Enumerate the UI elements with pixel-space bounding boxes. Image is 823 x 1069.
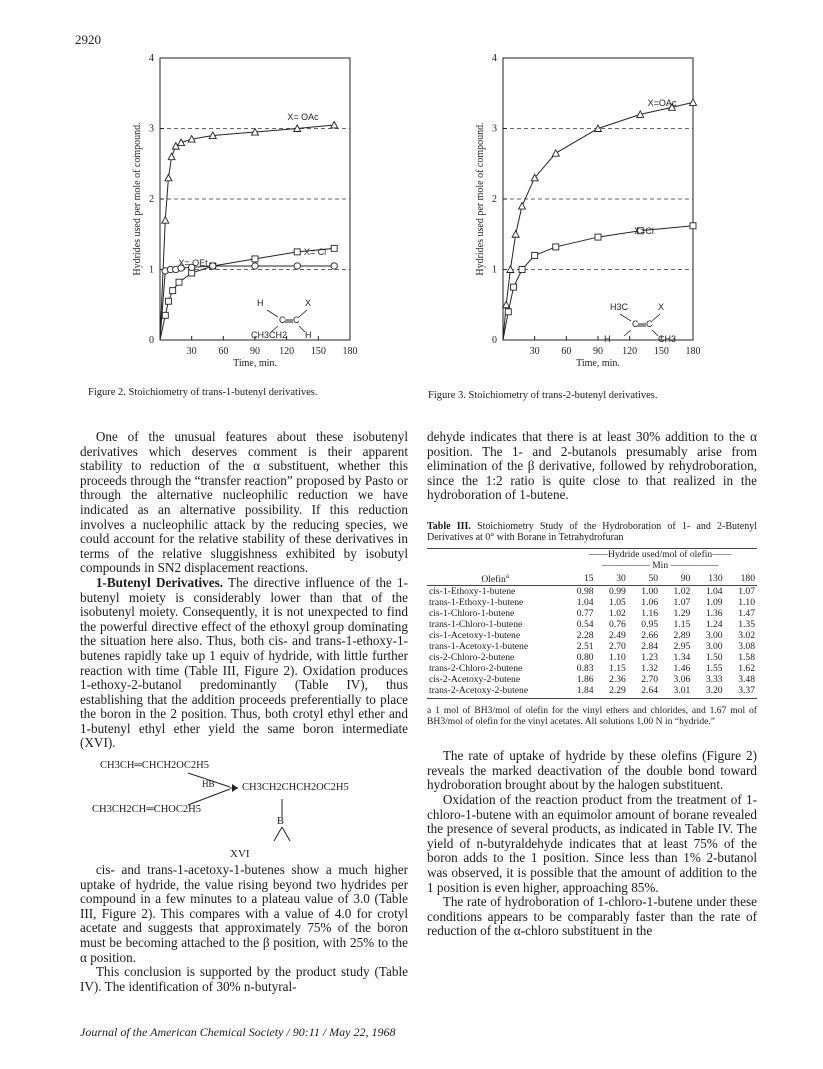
structure-atom: H xyxy=(257,298,264,308)
table-cell-value: 0.83 xyxy=(576,663,594,675)
structure-atom: C xyxy=(279,315,286,325)
series-line xyxy=(503,102,693,340)
table-cell-value: 3.48 xyxy=(738,674,755,686)
journal-footer: Journal of the American Chemical Society / 90:11 / May 22, 1968 xyxy=(80,1025,396,1039)
table-cell-value: 2.84 xyxy=(641,641,659,653)
y-tick-label: 0 xyxy=(492,335,497,346)
structure-bond xyxy=(620,314,631,321)
table-cell-value: 1.02 xyxy=(673,586,691,598)
table-cell-value: 1.07 xyxy=(738,586,755,598)
table-cell-value: 1.15 xyxy=(673,619,691,631)
table-cell-value: 0.76 xyxy=(609,619,626,631)
data-point xyxy=(503,301,510,308)
table-cell-value: 3.20 xyxy=(705,685,723,697)
y-tick-label: 3 xyxy=(149,123,154,135)
table-cell-olefin: cis-1-Chloro-1-butene xyxy=(429,608,515,620)
table-cell-value: 2.51 xyxy=(576,641,594,653)
table-row xyxy=(427,597,757,608)
data-point xyxy=(595,234,601,240)
data-point xyxy=(512,231,519,238)
table-cell-olefin: trans-1-Chloro-1-butene xyxy=(429,619,523,631)
table-cell-value: 3.00 xyxy=(705,641,723,653)
table-col-header: 130 xyxy=(708,572,723,584)
table-cell-value: 2.64 xyxy=(641,685,659,697)
data-point xyxy=(532,252,538,258)
structure-bond xyxy=(299,310,307,317)
table-row xyxy=(427,652,757,663)
table-cell-value: 2.70 xyxy=(641,674,659,686)
table-cell-value: 1.02 xyxy=(609,608,626,620)
data-point xyxy=(505,309,511,315)
table-cell-value: 2.29 xyxy=(609,685,626,697)
structure-bond xyxy=(299,326,305,332)
structure-bond xyxy=(652,330,658,336)
structure-atom: X xyxy=(305,298,312,308)
table-body xyxy=(427,586,757,697)
table-cell-value: 3.01 xyxy=(673,685,691,697)
x-tick-label: 180 xyxy=(342,346,358,357)
table-cell-value: 2.89 xyxy=(673,630,691,642)
table-row xyxy=(427,674,757,685)
x-tick-label: 150 xyxy=(653,346,669,357)
table-col-header-olefin xyxy=(427,571,563,586)
table-col-header: 30 xyxy=(616,572,626,584)
x-tick-label: 120 xyxy=(622,346,638,357)
structure-atom: C xyxy=(293,315,300,325)
table-cell-value: 3.37 xyxy=(738,685,755,697)
data-point xyxy=(553,244,559,250)
table-3-caption: Stoichiometry Study of the Hydroboration of 1- and 2-Butenyl Derivatives at 0° with Borane in Tetrahydrofuran xyxy=(427,520,757,544)
table-row xyxy=(427,619,757,630)
olefin-footnote-mark: a xyxy=(505,571,509,580)
table-cell-value: 2.49 xyxy=(609,630,626,642)
table-cell-value: 1.04 xyxy=(705,586,723,598)
series-line xyxy=(503,226,693,340)
structure-atom: H xyxy=(305,330,312,340)
table-cell-value: 0.98 xyxy=(576,586,594,598)
x-axis-label: Time, min. xyxy=(233,358,277,369)
table-cell-value: 0.80 xyxy=(576,652,594,664)
series-label-cl: X= Cl xyxy=(303,247,327,257)
table-cell-value: 2.70 xyxy=(609,641,626,653)
series-label-oac: X=OAc xyxy=(647,98,677,108)
table-cell-value: 3.06 xyxy=(673,674,691,686)
figure-2-caption: Figure 2. Stoichiometry of trans-1-butenyl derivatives. xyxy=(88,387,318,398)
paragraph xyxy=(80,576,408,751)
x-tick-label: 30 xyxy=(529,346,540,357)
table-cell-olefin: cis-1-Acetoxy-1-butene xyxy=(429,630,521,642)
table-cell-olefin: trans-2-Chloro-2-butene xyxy=(429,663,523,675)
x-tick-label: 180 xyxy=(685,346,701,357)
paragraph: This conclusion is supported by the product study (Table IV). The identification of 30% n-butyral- xyxy=(80,964,408,994)
structure-atom: C xyxy=(646,319,653,329)
table-col-header: 90 xyxy=(680,572,691,584)
table-cell-value: 0.95 xyxy=(641,619,659,631)
y-axis-label: Hydrides used per mole of compound. xyxy=(475,122,486,276)
data-point xyxy=(331,245,337,251)
data-point xyxy=(252,263,258,269)
scheme-boron: B xyxy=(277,816,285,828)
series-label-oet: X= OEt xyxy=(178,258,208,268)
x-tick-label: 90 xyxy=(250,346,260,357)
table-cell-value: 1.47 xyxy=(738,608,755,620)
data-point xyxy=(552,150,559,157)
scheme-reactant-top: CH3CH═CHCH2OC2H5 xyxy=(100,760,209,772)
data-point xyxy=(252,256,258,262)
table-cell-value: 1.00 xyxy=(641,586,659,598)
paragraph: cis- and trans-1-acetoxy-1-butenes show a much higher uptake of hydride, the value rising beyond two hydrides per compound in a few minutes to a plateau value of 3.0 (Table III, Figure 2). This compares with a value of 4.0 for crotyl acetate and suggests that approximately 75% of the boron must be becoming attached to the β position, with 25% to the α position. xyxy=(80,862,408,965)
table-cell-value: 1.10 xyxy=(738,597,755,609)
table-col-header: 50 xyxy=(648,572,659,584)
data-point xyxy=(519,203,526,210)
paragraph-text: The directive influence of the 1-butenyl moiety is considerably lower than that of the isobutenyl moiety. Consequently, it is not unexpected to find the powerful directive effect of the ethoxyl group dominating the situation here also. Thus, both cis- and trans-1-ethoxy-1-butenes rapidly take up 1 equiv of hydride, with little further reaction with time (Table III, Figure 2). Oxidation produces 1-ethoxy-2-butanol predominantly (Table IV), thus establishing that the addition proceeds preferentially to place the boron in the 2 position. Thus, both crotyl ethyl ether and 1-butenyl ethyl ether yield the same boron intermediate (XVI). xyxy=(80,574,408,751)
series-label-cl: X=Cl xyxy=(634,226,654,236)
scheme-reagent: HB xyxy=(202,779,215,790)
structure-bond xyxy=(267,310,278,317)
table-cell-value: 1.23 xyxy=(641,652,659,664)
table-3-grid xyxy=(427,549,757,696)
figure-3-chart xyxy=(468,48,708,378)
olefin-header-text: Olefin xyxy=(481,574,506,586)
table-cell-olefin: cis-2-Acetoxy-2-butene xyxy=(429,674,521,686)
table-3 xyxy=(427,521,757,727)
x-tick-label: 150 xyxy=(310,346,326,357)
table-3-title xyxy=(427,521,757,544)
structure-atom: CH3CH2 xyxy=(251,330,288,340)
structure-atom: H3C xyxy=(610,302,629,312)
data-point xyxy=(690,223,696,229)
data-point xyxy=(294,263,300,269)
paragraph: dehyde indicates that there is at least 30% addition to the α position. The 1- and 2-butanols presumably arise from elimination of the β derivative, followed by rehydroboration, since the 1:2 ratio is quite close to that realized in the hydroboration of 1-butene. xyxy=(427,429,757,503)
structure-atom: CH3 xyxy=(658,334,677,344)
table-cell-value: 1.29 xyxy=(673,608,691,620)
data-point xyxy=(168,153,175,160)
reaction-scheme xyxy=(80,751,408,863)
table-cell-value: 1.86 xyxy=(576,674,594,686)
table-cell-value: 1.36 xyxy=(705,608,723,620)
y-tick-label: 1 xyxy=(149,264,154,276)
table-cell-value: 3.02 xyxy=(738,630,755,642)
series-label-oac: X= OAc xyxy=(287,112,319,122)
left-column xyxy=(80,430,408,994)
table-3-footnote: a 1 mol of BH3/mol of olefin for the vinyl ethers and chlorides, and 1.67 mol of BH3/mol of olefin for the vinyl acetates. All solutions 1.00 N in “hydride.” xyxy=(427,705,757,728)
table-cell-olefin: trans-2-Acetoxy-2-butene xyxy=(429,685,529,697)
table-cell-value: 2.36 xyxy=(609,674,626,686)
data-point xyxy=(690,99,697,106)
y-tick-label: 4 xyxy=(492,53,497,64)
data-point xyxy=(162,312,168,318)
table-cell-value: 3.33 xyxy=(705,674,723,686)
table-cell-value: 1.06 xyxy=(641,597,659,609)
table-row xyxy=(427,586,757,598)
paragraph: The rate of uptake of hydride by these olefins (Figure 2) reveals the marked deactivation of the double bond toward hydroboration brought about by the halogen substituent. xyxy=(427,748,757,793)
table-cell-value: 2.66 xyxy=(641,630,659,642)
table-cell-value: 1.35 xyxy=(738,619,755,631)
table-cell-value: 3.00 xyxy=(705,630,723,642)
y-tick-label: 4 xyxy=(149,53,154,64)
table-cell-value: 2.95 xyxy=(673,641,691,653)
table-3-label: Table III. xyxy=(427,520,471,532)
table-row xyxy=(427,663,757,674)
paragraph: The rate of hydroboration of 1-chloro-1-butene under these conditions appears to be comparably faster than the rate of reduction of the α-chloro substituent in the xyxy=(427,894,757,939)
table-cell-olefin: trans-1-Acetoxy-1-butene xyxy=(429,641,529,653)
structure-atom: C xyxy=(632,319,639,329)
table-cell-olefin: trans-1-Ethoxy-1-butene xyxy=(429,597,524,609)
table-cell-value: 1.10 xyxy=(609,652,626,664)
data-point xyxy=(294,249,300,255)
structure-bond xyxy=(624,330,631,336)
structure-atom: X xyxy=(658,302,665,312)
table-header-row xyxy=(427,571,757,586)
data-point xyxy=(162,217,169,224)
table-cell-value: 1.05 xyxy=(609,597,626,609)
table-cell-value: 1.84 xyxy=(576,685,594,697)
data-point xyxy=(178,139,185,146)
table-cell-value: 1.16 xyxy=(641,608,659,620)
table-cell-value: 0.99 xyxy=(609,586,626,598)
section-heading: 1-Butenyl Derivatives. xyxy=(95,574,224,590)
table-cell-value: 1.24 xyxy=(705,619,723,631)
table-col-header: 180 xyxy=(740,572,755,584)
structure-atom: H xyxy=(604,334,611,344)
table-row xyxy=(427,641,757,652)
table-min-header: ————— Min ————— xyxy=(601,559,719,571)
table-cell-olefin: cis-1-Ethoxy-1-butene xyxy=(429,586,516,598)
y-tick-label: 1 xyxy=(492,264,497,276)
paragraph: One of the unusual features about these isobutenyl derivatives which deserves comment is their apparent stability to reduction of the α substituent, whether this proceeds through the “transfer reaction” proposed by Pasto or through the alternative nucleophilic reduction we have indicated as an alternative possibility. If this reduction involves a nucleophilic attack by the reducing species, we could account for the relative stability of these derivatives in terms of the relative sluggishness exhibited by isobutyl compounds in SN2 displacement reactions. xyxy=(80,429,408,576)
data-point xyxy=(170,288,176,294)
table-cell-value: 1.58 xyxy=(738,652,755,664)
data-point xyxy=(519,267,525,273)
data-point xyxy=(331,263,337,269)
y-tick-label: 0 xyxy=(149,335,154,346)
page-number: 2920 xyxy=(75,32,101,47)
table-cell-value: 1.50 xyxy=(705,652,723,664)
right-column xyxy=(427,430,757,939)
x-tick-label: 60 xyxy=(561,346,572,357)
table-row xyxy=(427,608,757,619)
x-tick-label: 90 xyxy=(593,346,603,357)
data-point xyxy=(511,284,517,290)
table-cell-value: 1.32 xyxy=(641,663,659,675)
table-cell-value: 1.15 xyxy=(609,663,626,675)
x-tick-label: 60 xyxy=(218,346,229,357)
data-point xyxy=(165,174,172,181)
table-col-header: 15 xyxy=(583,572,594,584)
scheme-reactant-bottom: CH3CH2CH═CHOC2H5 xyxy=(92,804,201,816)
table-cell-value: 1.46 xyxy=(673,663,691,675)
table-cell-value: 1.07 xyxy=(673,597,691,609)
table-group-header-text: Hydride used/mol of olefin xyxy=(608,548,713,560)
paragraph: Oxidation of the reaction product from the treatment of 1-chloro-1-butene with an equimolor amount of borane revealed the presence of several products, as indicated in Table IV. The yield of n-butyraldehyde indicates that at least 75% of the boron adds to the 1 position. Since less than 1% 2-butanol was observed, it is possible that the amount of addition to the 1 position is even higher, approaching 85%. xyxy=(427,791,757,895)
data-point xyxy=(210,263,216,269)
y-axis-label: Hydrides used per mole of compound. xyxy=(132,122,143,276)
figure-2 xyxy=(125,48,365,378)
table-cell-value: 0.77 xyxy=(576,608,594,620)
figure-3-caption: Figure 3. Stoichiometry of trans-2-butenyl derivatives. xyxy=(428,390,658,401)
x-tick-label: 120 xyxy=(279,346,295,357)
table-cell-value: 3.08 xyxy=(738,641,755,653)
table-cell-value: 1.09 xyxy=(705,597,723,609)
figure-2-chart xyxy=(125,48,365,378)
figure-3 xyxy=(468,48,708,378)
table-row xyxy=(427,685,757,696)
table-row xyxy=(427,630,757,641)
scheme-product: CH3CH2CHCH2OC2H5 xyxy=(242,782,349,794)
table-cell-value: 1.55 xyxy=(705,663,723,675)
table-cell-value: 0.54 xyxy=(576,619,594,631)
y-tick-label: 2 xyxy=(149,194,154,205)
table-cell-value: 1.04 xyxy=(576,597,594,609)
x-tick-label: 30 xyxy=(186,346,197,357)
structure-bond xyxy=(652,314,660,321)
table-group-header: ——Hydride used/mol of olefin—— xyxy=(588,548,732,560)
y-tick-label: 3 xyxy=(492,123,497,135)
y-tick-label: 2 xyxy=(492,194,497,205)
table-min-header-text: Min xyxy=(652,559,669,571)
table-cell-olefin: cis-2-Chloro-2-butene xyxy=(429,652,515,664)
table-cell-value: 2.28 xyxy=(576,630,594,642)
table-cell-value: 1.62 xyxy=(738,663,755,675)
x-axis-label: Time, min. xyxy=(576,358,620,369)
data-point xyxy=(176,279,182,285)
scheme-label: XVI xyxy=(230,848,250,861)
data-point xyxy=(165,298,171,304)
table-cell-value: 1.34 xyxy=(673,652,691,664)
